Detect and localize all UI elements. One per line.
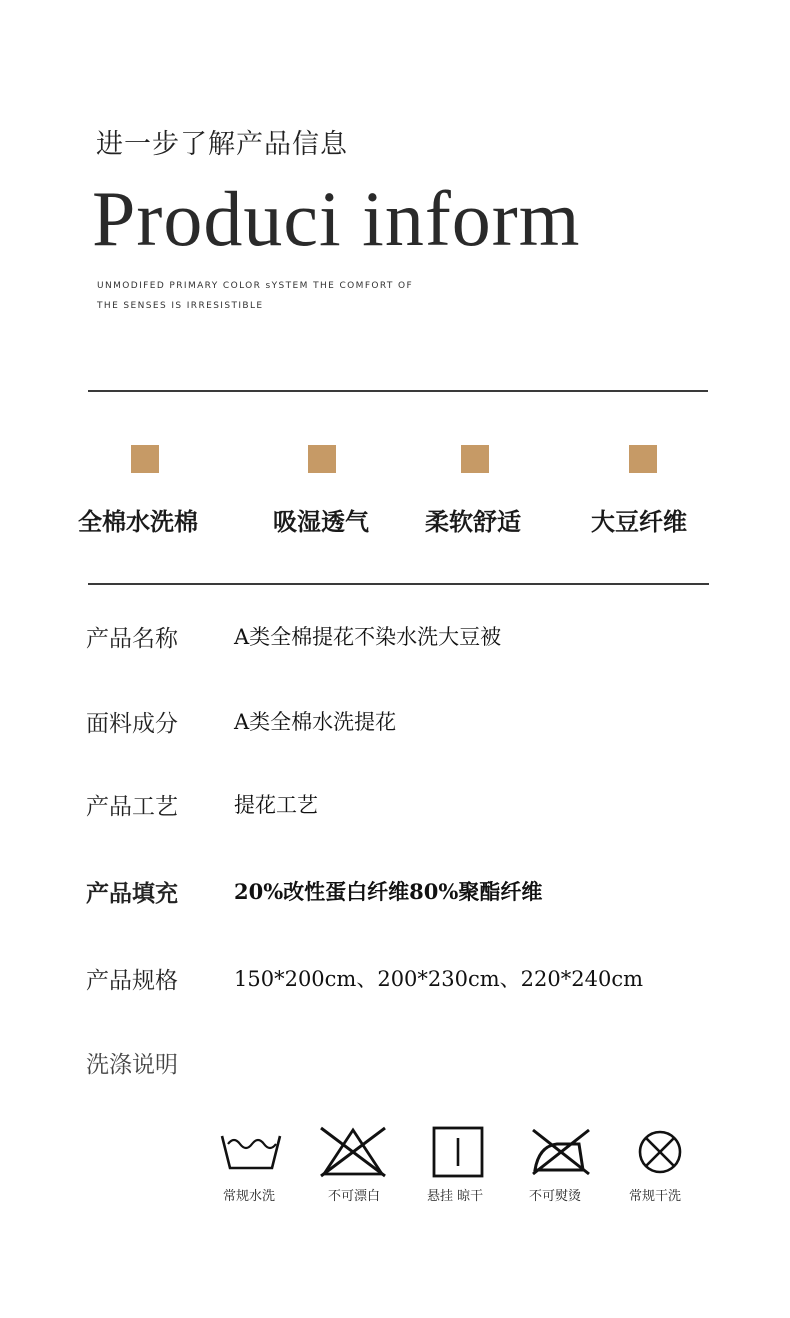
spec-value: A类全棉水洗提花	[234, 710, 397, 734]
feature-label: 柔软舒适	[425, 507, 521, 536]
feature-marker	[131, 445, 159, 473]
no-dry-clean-icon	[625, 1124, 695, 1180]
spec-value: 150*200cm、200*230cm、220*240cm	[234, 967, 644, 991]
spec-value: 提花工艺	[234, 793, 318, 817]
care-label: 悬挂 晾干	[427, 1189, 484, 1204]
subtitle-line-2: THE SENSES IS IRRESISTIBLE	[97, 301, 264, 311]
feature-label: 全棉水洗棉	[78, 507, 198, 536]
spec-label: 面料成分	[86, 711, 178, 737]
care-label: 不可熨烫	[529, 1189, 582, 1204]
spec-label: 产品工艺	[86, 794, 178, 820]
no-bleach-icon	[318, 1124, 388, 1180]
divider-middle	[88, 583, 709, 585]
spec-label: 产品填充	[86, 880, 178, 907]
spec-label: 产品规格	[86, 968, 178, 994]
feature-marker	[461, 445, 489, 473]
feature-marker	[308, 445, 336, 473]
feature-label: 吸湿透气	[273, 507, 369, 536]
wash-tub-icon	[216, 1124, 286, 1180]
feature-marker	[629, 445, 657, 473]
care-label: 常规干洗	[629, 1189, 682, 1204]
feature-label: 大豆纤维	[591, 507, 687, 536]
care-label: 不可漂白	[328, 1189, 381, 1204]
no-iron-icon	[525, 1124, 595, 1180]
care-label: 常规水洗	[223, 1189, 276, 1204]
spec-label: 产品名称	[86, 626, 178, 652]
divider-top	[88, 390, 708, 392]
section-title-cn: 进一步了解产品信息	[96, 129, 348, 160]
care-title: 洗涤说明	[86, 1052, 178, 1078]
hang-dry-icon	[423, 1124, 493, 1180]
spec-value: 20%改性蛋白纤维80%聚酯纤维	[234, 879, 543, 904]
spec-value: A类全棉提花不染水洗大豆被	[234, 625, 502, 649]
section-title-en: Produci inform	[92, 175, 581, 262]
subtitle-line-1: UNMODIFED PRIMARY COLOR sYSTEM THE COMFORT OF	[97, 281, 414, 291]
